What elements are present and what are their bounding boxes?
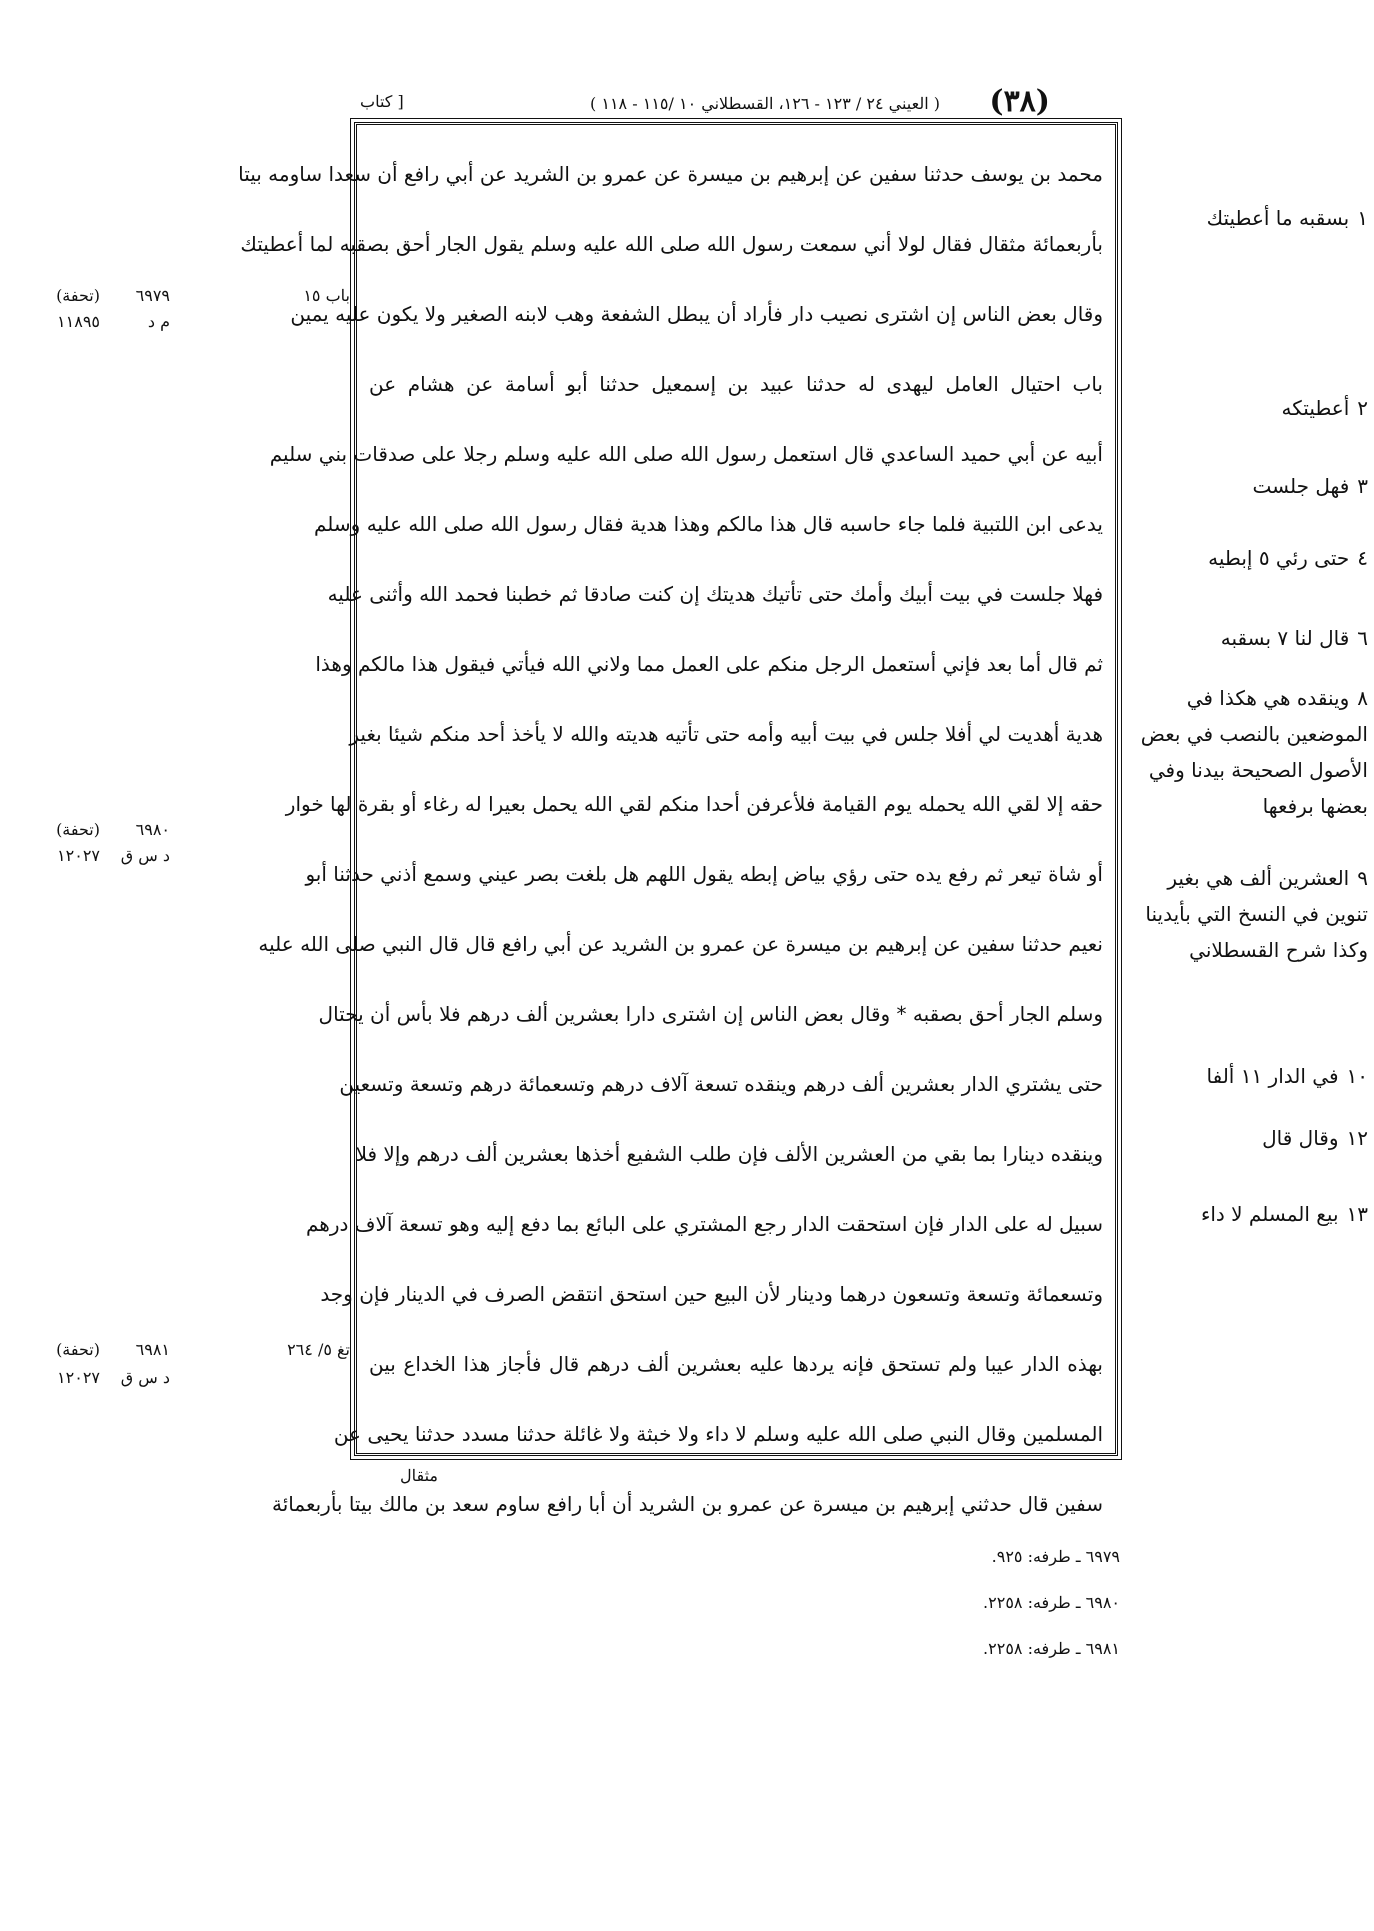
margin-note bbox=[1132, 860, 1368, 968]
footnote: ٦٩٧٩ ـ طرفه: ٩٢٥. bbox=[991, 1547, 1120, 1566]
text-line: يدعى ابن اللتبية فلما جاء حاسبه قال هذا مالكم وهذا هدية فقال رسول الله صلى الله عليه وسلم bbox=[313, 512, 1103, 536]
xref-hadith-number: ٦٩٨١ bbox=[135, 1340, 170, 1359]
text-line: أو شاة تيعر ثم رفع يده حتى رؤي بياض إبطه يقول اللهم هل بلغت بصر عيني وسمع أذني حدثنا أبو bbox=[305, 862, 1103, 886]
note-text: قال لنا ٧ بسقبه bbox=[1220, 626, 1350, 650]
text-line: نعيم حدثنا سفين عن إبرهيم بن ميسرة عن عمرو بن الشريد عن أبي رافع قال قال النبي صلى الله عليه bbox=[258, 932, 1103, 956]
margin-note bbox=[1132, 620, 1368, 656]
note-number: ١٠ bbox=[1346, 1064, 1368, 1088]
xref-tuhfa-number: ١١٨٩٥ bbox=[57, 312, 100, 331]
note-number: ١٣ bbox=[1346, 1202, 1368, 1226]
text-line: محمد بن يوسف حدثنا سفين عن إبرهيم بن ميسرة عن عمرو بن الشريد عن أبي رافع أن سعدا ساومه بيتا bbox=[238, 162, 1103, 186]
note-text: بسقبه ما أعطيتك bbox=[1206, 206, 1350, 230]
margin-note bbox=[1132, 680, 1368, 824]
text-line: ثم قال أما بعد فإني أستعمل الرجل منكم على العمل مما ولاني الله فيأتي فيقول هذا مالكم وهذا bbox=[315, 652, 1103, 676]
text-line: هدية أهديت لي أفلا جلس في بيت أبيه وأمه حتى تأتيه هديته والله لا يأخذ أحد منكم شيئا بغير bbox=[349, 722, 1103, 746]
footnote: ٦٩٨٠ ـ طرفه: ٢٢٥٨. bbox=[983, 1593, 1120, 1612]
note-number: ٢ bbox=[1357, 396, 1368, 420]
margin-notes-column bbox=[1128, 0, 1368, 1300]
catchword: مثقال bbox=[400, 1466, 438, 1485]
note-text: أعطيتكه bbox=[1281, 396, 1350, 420]
chapter-heading-line: باب احتيال العامل ليهدى له حدثنا عبيد بن إسمعيل حدثنا أبو أسامة عن هشام عن bbox=[369, 372, 1103, 396]
xref-hadith-number: ٦٩٨٠ bbox=[135, 820, 170, 839]
xref-hadith-number: ٦٩٧٩ bbox=[135, 286, 170, 305]
margin-note bbox=[1132, 540, 1368, 576]
margin-note bbox=[1132, 468, 1368, 504]
margin-note bbox=[1132, 200, 1368, 236]
xref-chapter: باب ١٥ bbox=[303, 286, 350, 305]
footnotes bbox=[820, 1534, 1120, 1672]
note-number: ١ bbox=[1357, 206, 1368, 230]
margin-note bbox=[1132, 1196, 1368, 1232]
note-number: ٦ bbox=[1357, 626, 1368, 650]
margin-note bbox=[1132, 1058, 1368, 1094]
xref-tuhfa-number: ١٢٠٢٧ bbox=[57, 846, 100, 865]
note-text: العشرين ألف هي بغير تنوين في النسخ التي بأيدينا وكذا شرح القسطلاني bbox=[1145, 866, 1368, 962]
note-number: ٨ bbox=[1357, 686, 1368, 710]
text-line: فهلا جلست في بيت أبيك وأمك حتى تأتيك هديتك إن كنت صادقا ثم خطبنا فحمد الله وأثنى عليه bbox=[327, 582, 1103, 606]
text-line: سبيل له على الدار فإن استحقت الدار رجع المشتري على البائع بما دفع إليه وهو تسعة آلاف درهم bbox=[305, 1212, 1103, 1236]
note-text: بيع المسلم لا داء bbox=[1200, 1202, 1339, 1226]
text-line: سفين قال حدثني إبرهيم بن ميسرة عن عمرو بن الشريد أن أبا رافع ساوم سعد بن مالك بيتا بأربعمائة bbox=[272, 1492, 1103, 1516]
margin-note bbox=[1132, 1120, 1368, 1156]
xref-sources: م د bbox=[147, 312, 170, 331]
margin-note bbox=[1132, 390, 1368, 426]
note-number: ١٢ bbox=[1346, 1126, 1368, 1150]
xref-row bbox=[40, 846, 350, 896]
text-line: أبيه عن أبي حميد الساعدي قال استعمل رسول الله صلى الله عليه وسلم رجلا على صدقات بني سليم bbox=[269, 442, 1103, 466]
note-number: ٣ bbox=[1357, 474, 1368, 498]
note-text: حتى رئي ٥ إبطيه bbox=[1208, 546, 1350, 570]
text-line: المسلمين وقال النبي صلى الله عليه وسلم لا داء ولا خبثة ولا غائلة حدثنا مسدد حدثنا يحيى عن bbox=[333, 1422, 1103, 1446]
header-reference: ( العيني ٢٤ / ١٢٣ - ١٢٦، القسطلاني ١٠ /١١٥ - ١١٨ ) bbox=[590, 94, 940, 113]
xref-row bbox=[40, 1368, 350, 1418]
text-line: حتى يشتري الدار بعشرين ألف درهم وينقده تسعة آلاف درهم وتسعمائة درهم وتسعة وتسعين bbox=[339, 1072, 1103, 1096]
xref-tuhfa-number: ١٢٠٢٧ bbox=[57, 1368, 100, 1387]
note-text: وينقده هي هكذا في الموضعين بالنصب في بعض الأصول الصحيحة بيدنا وفي بعضها برفعها bbox=[1140, 686, 1368, 818]
note-number: ٩ bbox=[1357, 866, 1368, 890]
xref-sources: د س ق bbox=[120, 1368, 170, 1387]
note-text: وقال قال bbox=[1262, 1126, 1339, 1150]
xref-sources: د س ق bbox=[120, 846, 170, 865]
header-book-title: [ كتاب bbox=[360, 92, 404, 111]
page-number: (٣٨) bbox=[989, 84, 1050, 119]
text-line: حقه إلا لقي الله يحمله يوم القيامة فلأعرفن أحدا منكم لقي الله يحمل بعيرا له رغاء أو بقرة لها خوار bbox=[285, 792, 1103, 816]
note-text: فهل جلست bbox=[1252, 474, 1350, 498]
text-line: وينقده دينارا بما بقي من العشرين الألف فإن طلب الشفيع أخذها بعشرين ألف درهم وإلا فلا bbox=[355, 1142, 1103, 1166]
xref-tuhfa: (تحفة) bbox=[56, 1340, 100, 1359]
text-line: وتسعمائة وتسعة وتسعون درهما ودينار لأن البيع حين استحق انتقض الصرف في الدينار فإن وجد bbox=[320, 1282, 1103, 1306]
footnote: ٦٩٨١ ـ طرفه: ٢٢٥٨. bbox=[983, 1639, 1120, 1658]
xref-tuhfa: (تحفة) bbox=[56, 820, 100, 839]
text-line: وقال بعض الناس إن اشترى نصيب دار فأراد أن يبطل الشفعة وهب لابنه الصغير ولا يكون عليه يمين bbox=[290, 302, 1103, 326]
note-number: ٤ bbox=[1357, 546, 1368, 570]
text-line: بأربعمائة مثقال فقال لولا أني سمعت رسول الله صلى الله عليه وسلم يقول الجار أحق بصقبه لما أعطيتك bbox=[240, 232, 1103, 256]
xref-chapter: تغ ٥/ ٢٦٤ bbox=[287, 1340, 350, 1359]
xref-tuhfa: (تحفة) bbox=[56, 286, 100, 305]
running-header bbox=[360, 84, 1060, 124]
text-line: بهذه الدار عيبا ولم تستحق فإنه يردها عليه بعشرين ألف درهم قال فأجاز هذا الخداع بين bbox=[369, 1352, 1103, 1376]
note-text: في الدار ١١ ألفا bbox=[1206, 1064, 1339, 1088]
text-line: وسلم الجار أحق بصقبه * وقال بعض الناس إن اشترى دارا بعشرين ألف درهم فلا بأس أن يحتال bbox=[318, 1002, 1103, 1026]
